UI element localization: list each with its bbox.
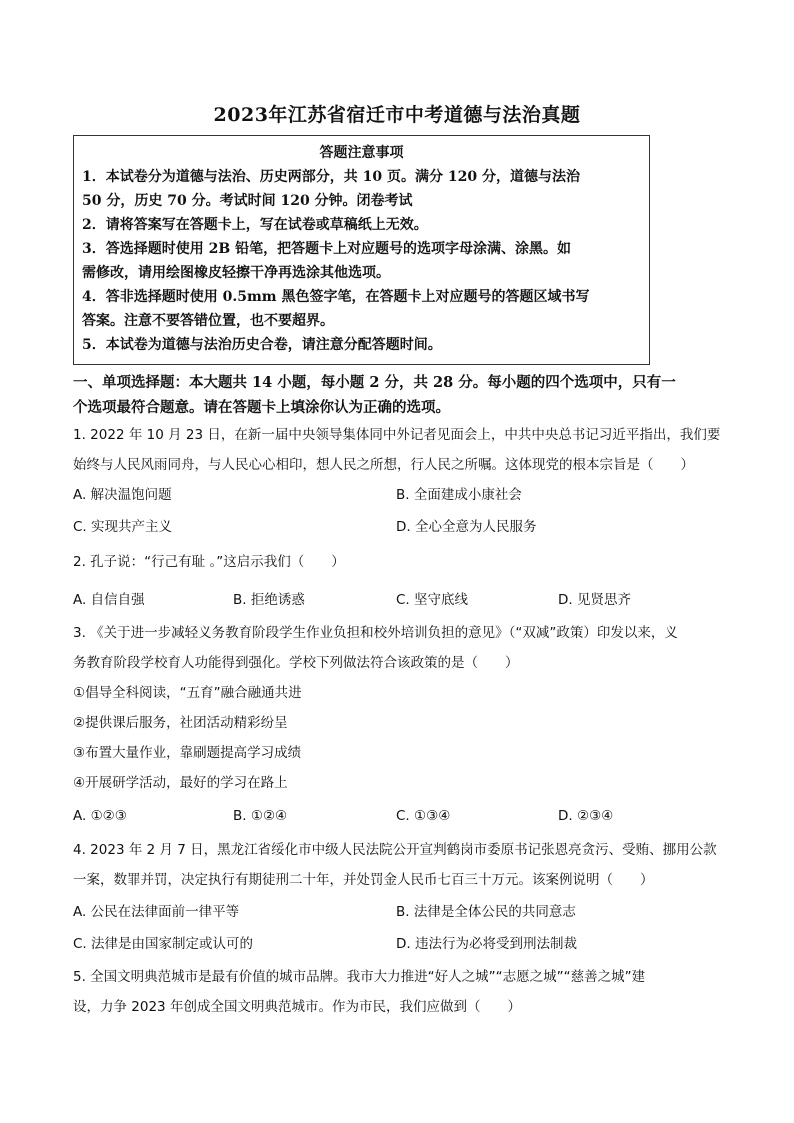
- statement-2: ②提供课后服务，社团活动精彩纷呈: [73, 715, 288, 731]
- option-d: D. 全心全意为人民服务: [396, 519, 537, 535]
- question-1-stem: [73, 420, 733, 480]
- option-a: A. ①②③: [73, 808, 127, 824]
- page-title: 2023年江苏省宿迁市中考道德与法治真题: [213, 104, 581, 126]
- section-heading-line: 个选项最符合题意。请在答题卡上填涂你认为正确的选项。: [73, 399, 450, 416]
- question-1-options-row2: [73, 515, 733, 543]
- question-text: 始终与人民风雨同舟，与人民心心相印，想人民之所想，行人民之所嘱。这体现党的根本宗旨是（ ）: [73, 457, 694, 473]
- option-a: A. 自信自强: [73, 592, 145, 608]
- notice-line: 3．答选择题时使用 2B 铅笔，把答题卡上对应题号的选项字母涂满、涂黑。如: [82, 241, 572, 257]
- question-text: 务教育阶段学校育人功能得到强化。学校下列做法符合该政策的是（ ）: [73, 655, 519, 671]
- option-b: B. 法律是全体公民的共同意志: [396, 904, 576, 920]
- statement-3: ③布置大量作业，靠刷题提高学习成绩: [73, 745, 302, 761]
- question-text: 1. 2022 年 10 月 23 日，在新一届中央领导集体同中外记者见面会上，中共中央总书记习近平指出，我们要: [73, 427, 721, 443]
- statement-1: ①倡导全科阅读，“五育”融合融通共进: [73, 685, 302, 701]
- notice-line: 1．本试卷分为道德与法治、历史两部分，共 10 页。满分 120 分，道德与法治: [82, 169, 580, 185]
- option-a: A. 解决温饱问题: [73, 487, 172, 503]
- notice-box: [73, 135, 650, 365]
- question-4-stem: [73, 835, 733, 895]
- option-c: C. 实现共产主义: [73, 519, 173, 535]
- question-3-stem: [73, 618, 733, 798]
- question-text: 4. 2023 年 2 月 7 日，黑龙江省绥化市中级人民法院公开宣判鹤岗市委原书记张恩亮贪污、受贿、挪用公款: [73, 842, 717, 858]
- question-2-stem: [73, 547, 733, 577]
- option-c: C. ①③④: [396, 808, 451, 824]
- option-d: D. 违法行为必将受到刑法制裁: [396, 936, 577, 952]
- question-3-options: [73, 808, 733, 836]
- notice-heading: 答题注意事项: [319, 145, 404, 161]
- notice-line: 答案。注意不要答错位置，也不要超界。: [82, 313, 334, 329]
- notice-line: 50 分，历史 70 分。考试时间 120 分钟。闭卷考试: [82, 193, 413, 209]
- notice-line: 需修改，请用绘图橡皮轻擦干净再选涂其他选项。: [82, 265, 390, 281]
- notice-line: 4．答非选择题时使用 0.5mm 黑色签字笔，在答题卡上对应题号的答题区域书写: [82, 289, 590, 305]
- option-c: C. 法律是由国家制定或认可的: [73, 936, 254, 952]
- option-b: B. 全面建成小康社会: [396, 487, 522, 503]
- question-text: 2. 孔子说：“行己有耻 。”这启示我们（ ）: [73, 554, 345, 570]
- section-heading-line: 一、单项选择题：本大题共 14 小题，每小题 2 分，共 28 分。每小题的四个选项中，只有一: [73, 374, 676, 391]
- statement-4: ④开展研学活动，最好的学习在路上: [73, 775, 288, 791]
- question-4-options-row1: [73, 900, 733, 928]
- option-b: B. 拒绝诱惑: [233, 592, 305, 608]
- notice-line: 2．请将答案写在答题卡上，写在试卷或草稿纸上无效。: [82, 217, 428, 233]
- notice-line: 5．本试卷为道德与法治历史合卷，请注意分配答题时间。: [82, 337, 442, 353]
- question-5-stem: [73, 962, 733, 1022]
- question-text: 5. 全国文明典范城市是最有价值的城市品牌。我市大力推进“好人之城”“志愿之城”“慈善之城”建: [73, 969, 646, 985]
- option-a: A. 公民在法律面前一律平等: [73, 904, 240, 920]
- question-text: 一案，数罪并罚，决定执行有期徒刑二十年，并处罚金人民币七百三十万元。该案例说明（ ）: [73, 872, 654, 888]
- option-b: B. ①②④: [233, 808, 288, 824]
- question-2-options: [73, 588, 733, 616]
- question-1-options-row1: [73, 483, 733, 511]
- option-d: D. 见贤思齐: [558, 592, 631, 608]
- section-heading: [73, 370, 723, 420]
- option-c: C. 坚守底线: [396, 592, 469, 608]
- question-text: 3. 《关于进一步减轻义务教育阶段学生作业负担和校外培训负担的意见》（“双减”政策）印发以来，义: [73, 625, 678, 641]
- question-4-options-row2: [73, 932, 733, 960]
- question-text: 设，力争 2023 年创成全国文明典范城市。作为市民，我们应做到（ ）: [73, 999, 521, 1015]
- option-d: D. ②③④: [558, 808, 614, 824]
